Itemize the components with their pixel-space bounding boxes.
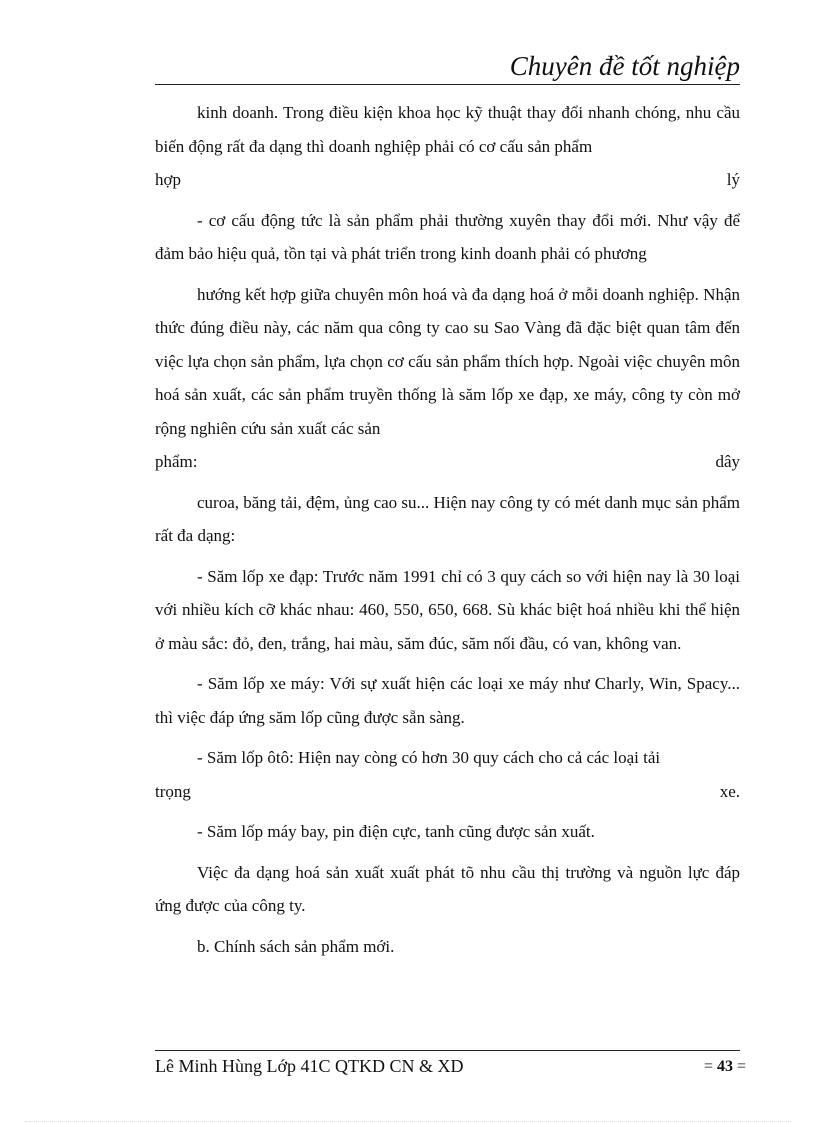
footer-author: Lê Minh Hùng Lớp 41C QTKD CN & XD (155, 1056, 464, 1076)
page-number (704, 1054, 746, 1080)
paragraph-1-last-line (155, 163, 740, 197)
document-body (155, 96, 740, 970)
paragraph-1-last-word-right: lý (726, 170, 740, 189)
paragraph-3-last-line (155, 445, 740, 479)
paragraph-1-last-word-left: hợp (155, 170, 181, 189)
paragraph-1-text: kinh doanh. Trong điều kiện khoa học kỹ thuật thay đổi nhanh chóng, nhu cầu biến động rất đa dạng thì doanh nghiệp phải có cơ cấu sản phẩm (155, 103, 740, 156)
page-number-suffix: = (732, 1058, 746, 1075)
paragraph-6: - Săm lốp xe máy: Với sự xuất hiện các loại xe máy như Charly, Win, Spacy... thì việc đáp ứng săm lốp cũng được sẵn sàng. (155, 674, 740, 727)
paragraph-4: curoa, băng tải, đệm, ủng cao su... Hiện nay công ty có mét danh mục sản phẩm rất đa dạng: (155, 492, 740, 545)
paragraph-2: - cơ cấu động tức là sản phẩm phải thường xuyên thay đổi mới. Như vậy để đảm bảo hiệu quả, tồn tại và phát triển trong kinh doanh phải có phương (155, 210, 740, 263)
paragraph-3-last-word-left: phẩm: (155, 452, 198, 471)
paragraph-7 (155, 741, 740, 808)
paragraph-7-text: - Săm lốp ôtô: Hiện nay còng có hơn 30 quy cách cho cả các loại tải (197, 748, 661, 767)
paragraph-7-last-word-right: xe. (719, 781, 740, 801)
paragraph-3-text: hướng kết hợp giữa chuyên môn hoá và đa dạng hoá ở mỗi doanh nghiệp. Nhận thức đúng điều này, các năm qua công ty cao su Sao Vàng đã đặc biệt quan tâm đến việc lựa chọn sản phẩm, lựa chọn cơ cấu sản phẩm thích hợp. Ngoài việc chuyên môn hoá sản xuất, các sản phẩm truyền thống là săm lốp xe đạp, xe máy, công ty còn mở rộng nghiên cứu sản xuất các sản (155, 284, 740, 438)
paragraph-7-last-line (155, 775, 740, 809)
paragraph-9: Việc đa dạng hoá sản xuất xuất phát tõ nhu cầu thị trường và nguồn lực đáp ứng được của công ty. (155, 862, 740, 915)
paragraph-3 (155, 278, 740, 479)
paragraph-7-last-word-left: trọng (155, 781, 191, 801)
paragraph-3-last-word-right: dây (715, 452, 740, 471)
page-number-value: 43 (716, 1058, 733, 1075)
paragraph-1 (155, 96, 740, 197)
paragraph-8: - Săm lốp máy bay, pin điện cực, tanh cũng được sản xuất. (197, 822, 595, 841)
paragraph-5: - Săm lốp xe đạp: Trước năm 1991 chỉ có 3 quy cách so với hiện nay là 30 loại với nhiều kích cỡ khác nhau: 460, 550, 650, 668. Sù khác biệt hoá nhiều khi thể hiện ở màu sắc: đỏ, đen, trắng, hai màu, săm đúc, săm nối đầu, có van, không van. (155, 566, 740, 653)
page-number-prefix: = (703, 1058, 717, 1075)
page-edge (25, 1121, 791, 1122)
section-heading: b. Chính sách sản phẩm mới. (197, 936, 395, 956)
document-header-title: Chuyên đề tốt nghiệp (509, 51, 740, 81)
header-divider (155, 84, 740, 85)
footer-divider (155, 1050, 740, 1051)
